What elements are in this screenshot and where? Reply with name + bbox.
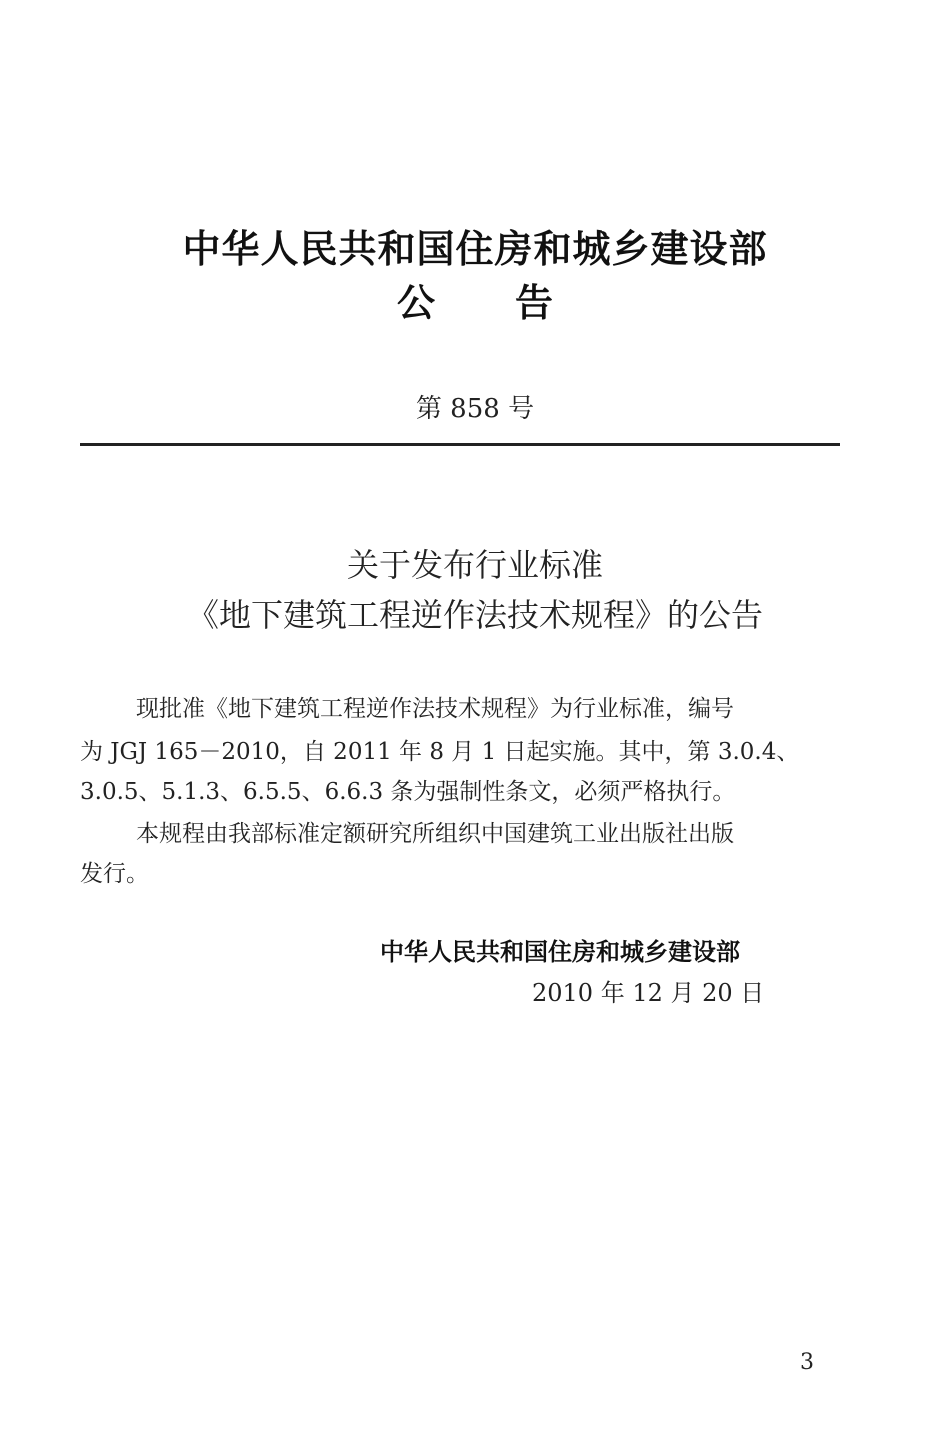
notice-number: 第 858 号 bbox=[415, 394, 535, 424]
page-number: 3 bbox=[800, 1350, 814, 1375]
divider-rule bbox=[80, 443, 840, 446]
body-line-3: 3.0.5、5.1.3、6.5.5、6.6.3 条为强制性条文，必须严格执行。 bbox=[80, 779, 736, 805]
body-line-2: 为 JGJ 165－2010，自 2011 年 8 月 1 日起实施。其中，第 3.0.4、 bbox=[80, 739, 800, 765]
notice-heading: 公告 bbox=[396, 281, 633, 325]
body-line-5: 发行。 bbox=[80, 861, 149, 887]
signature-date: 2010 年 12 月 20 日 bbox=[532, 979, 765, 1007]
subject-line-2: 《地下建筑工程逆作法技术规程》的公告 bbox=[186, 596, 763, 634]
organization-title: 中华人民共和国住房和城乡建设部 bbox=[182, 227, 768, 271]
body-line-1: 现批准《地下建筑工程逆作法技术规程》为行业标准，编号 bbox=[136, 696, 734, 722]
body-line-4: 本规程由我部标准定额研究所组织中国建筑工业出版社出版 bbox=[136, 821, 734, 847]
subject-line-1: 关于发布行业标准 bbox=[346, 546, 603, 584]
signer-organization: 中华人民共和国住房和城乡建设部 bbox=[380, 938, 740, 966]
